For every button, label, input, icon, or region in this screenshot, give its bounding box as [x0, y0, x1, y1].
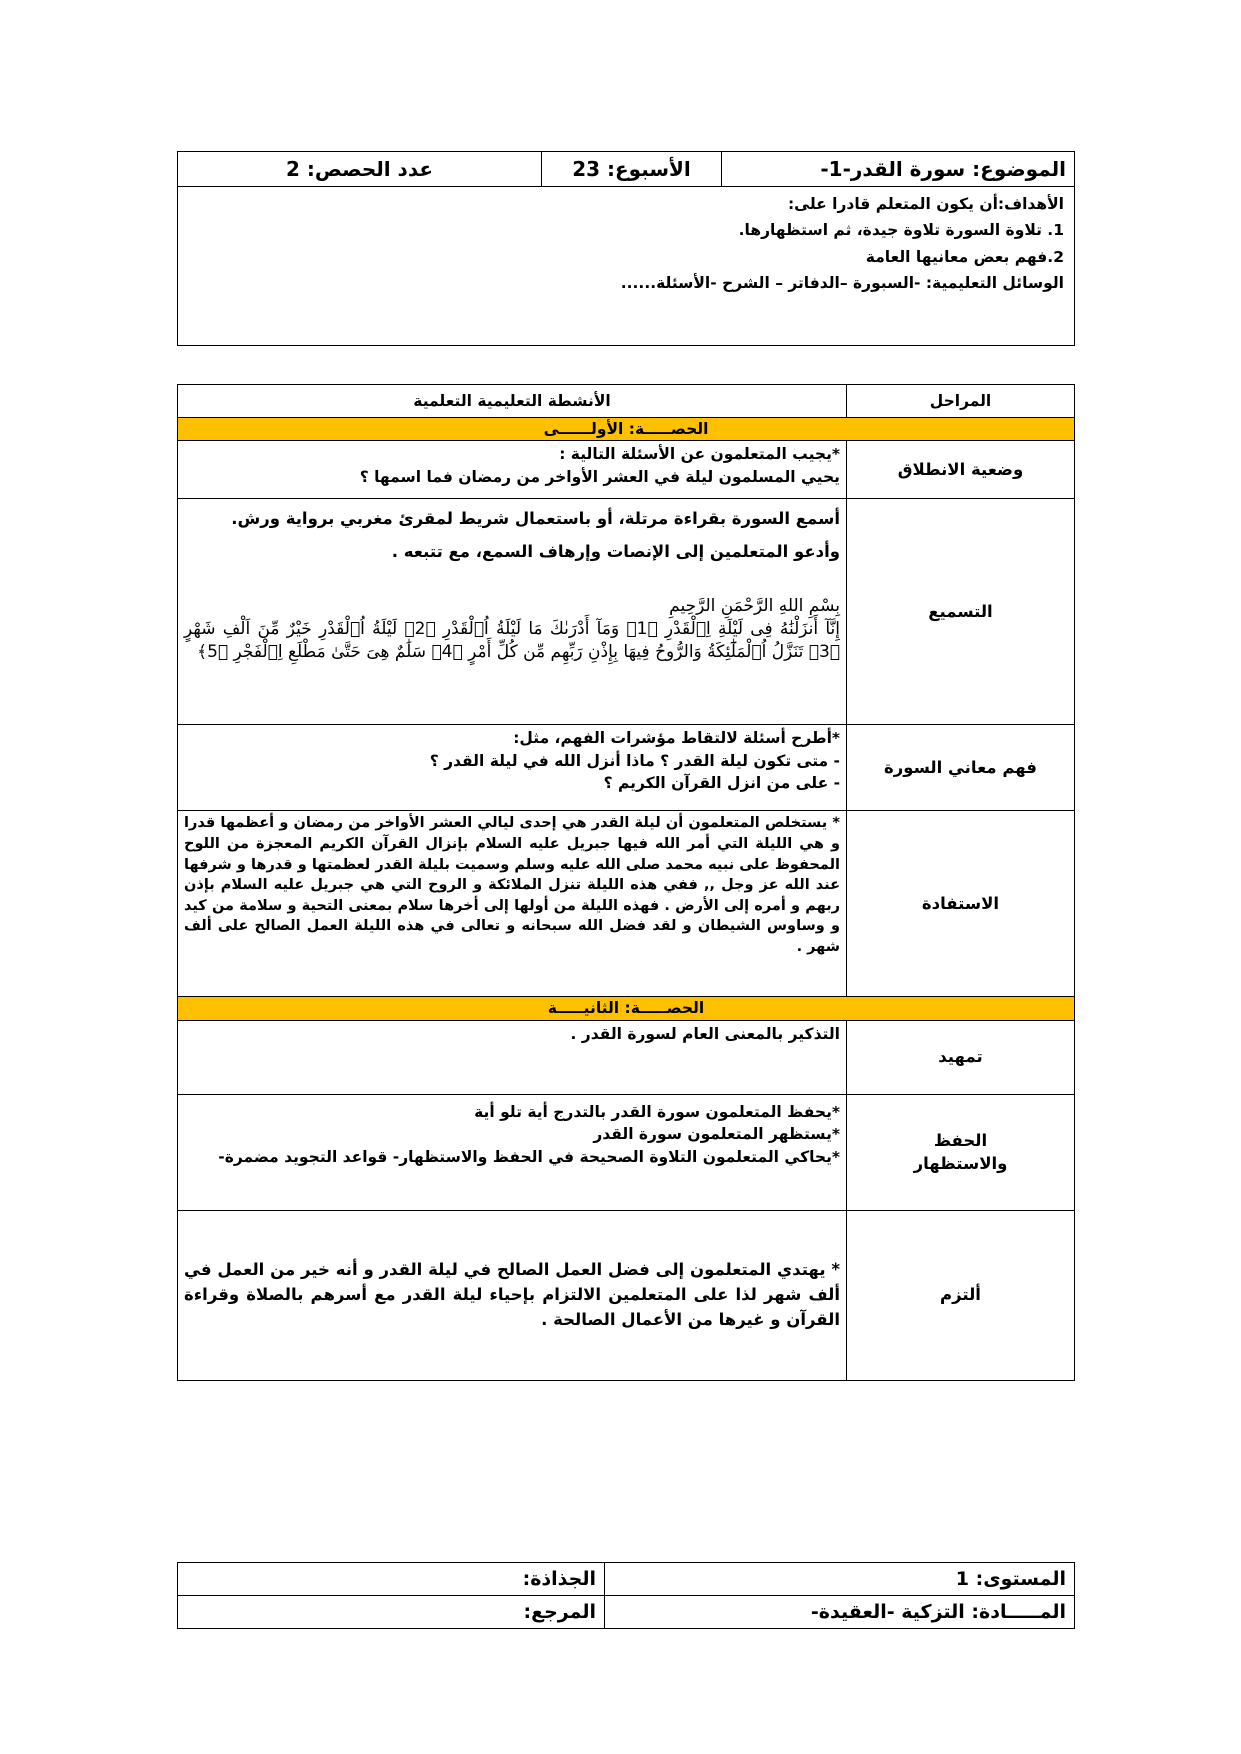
stage-understanding-label: فهم معاني السورة [884, 758, 1037, 777]
stage-understanding [847, 725, 1075, 811]
activity-launch [178, 441, 847, 499]
activity-text: * يهتدي المتعلمون إلى فضل العمل الصالح في ليلة القدر و أنه خير من العمل في ألف شهر لذا على المتعلمين الالتزام بإحياء ليلة القدر مع أسرهم بالصلاة وقراءة القرآن و غيرها من الأعمال الصالحة . [184, 1260, 840, 1329]
topic-cell [722, 152, 1075, 187]
stage-memorization [847, 1094, 1075, 1210]
activity-line: *يحفظ المتعلمون سورة القدر بالتدرج أية تلو أية [474, 1102, 840, 1121]
stage-benefit [847, 811, 1075, 997]
activity-memorization [178, 1094, 847, 1210]
column-header-stages-label: المراحل [929, 391, 992, 410]
stage-commitment [847, 1210, 1075, 1380]
activity-understanding [178, 725, 847, 811]
reference-cell [178, 1596, 605, 1629]
activity-intro [178, 1020, 847, 1094]
level-label: المستوى: 1 [955, 1568, 1066, 1590]
objectives-title: الأهداف:أن يكون المتعلم قادرا على: [787, 195, 1064, 213]
stage-benefit-label: الاستفادة [921, 894, 1000, 913]
stage-intro [847, 1020, 1075, 1094]
stage-listening-label: التسميع [928, 602, 993, 621]
subject-cell [605, 1596, 1075, 1629]
basmala: بِسْمِ اللهِ الرَّحْمَنِ الرَّحِيمِ [669, 595, 840, 616]
stage-launch [847, 441, 1075, 499]
activity-text: * يستخلص المتعلمون أن ليلة القدر هي إحدى ليالي العشر الأواخر من رمضان و أعظمها قدرا و هي الليلة التي أمر الله فيها جبريل عليه السلام بإنزال القرآن الكريم المعجزة من اللوح المحفوظ على نبيه محمد صلى الله عليه وسلم وسميت بليلة القدر لعظمتها و قدرها و شرفها عند الله عز وجل ,, ففي هذه الليلة تنزل الملائكة و الروح التي هي جبريل عليه السلام بإذن ربهم و أمره إلى الأرض . فهذه الليلة من أولها إلى أخرها سلام بمعنى التحية و سلامة من كيد و وساوس الشيطان و لقد فضل الله سبحانه و تعالى في هذه الليلة العمل الصالح على ألف شهر . [184, 815, 840, 955]
stage-listening [847, 499, 1075, 725]
lesson-footer-table [177, 1562, 1075, 1629]
activity-line: *يستظهر المتعلمون سورة القدر [593, 1125, 840, 1144]
objectives-cell [178, 187, 1075, 346]
week-number: الأسبوع: 23 [572, 157, 691, 181]
objective-1: 1. تلاوة السورة تلاوة جيدة، ثم استظهارها. [738, 221, 1064, 240]
reference-label: المرجع: [523, 1601, 596, 1623]
fraction-label: الجذاذة: [522, 1568, 596, 1590]
activity-listening [178, 499, 847, 725]
session-1-banner [178, 418, 1075, 441]
activities-table [177, 384, 1075, 1381]
lesson-header-table [177, 151, 1075, 346]
activity-line: *يجيب المتعلمون عن الأسئلة التالية : [559, 445, 840, 464]
week-cell [542, 152, 722, 187]
activity-line: أسمع السورة بقراءة مرتلة، أو باستعمال شريط لمقرئ مغربي برواية ورش. [231, 509, 840, 529]
stage-memorization-label: الحفظ والاستظهار [913, 1130, 1008, 1174]
activity-line: - متى تكون ليلة القدر ؟ ماذا أنزل الله في ليلة القدر ؟ [429, 751, 840, 770]
session-2-label: الحصـــــة: الثانيـــــة [547, 999, 705, 1018]
objective-2: 2.فهم بعض معانيها العامة [865, 247, 1064, 266]
surah-verses: إِنَّآ أَنزَلْنَٰهُ فِى لَيْلَةِ اِ۬لْقَدْرِ ﴿1﴾ وَمَآ أَدْرَىٰكَ مَا لَيْلَةُ اُ۬لْقَدْرِ ﴿2﴾ لَيْلَةُ اُ۬لْقَدْرِ خَيْرٌ مِّنَ اَلْفِ شَهْرٍ ﴿3﴾ تَنَزَّلُ اُ۬لْمَلَٰٓئِكَةُ وَالرُّوحُ فِيهَا بِإِذْنِ رَبِّهِم مِّن كُلِّ أَمْرٍ ﴿4﴾ سَلَٰمٌ هِىَ حَتَّىٰ مَطْلَعِ اِ۬لْفَجْرِ ﴿5﴾ [184, 618, 840, 662]
lesson-topic: الموضوع: سورة القدر-1- [820, 157, 1066, 181]
activity-benefit [178, 811, 847, 997]
session-1-label: الحصـــــة: الأولــــــى [543, 420, 709, 438]
level-cell [605, 1563, 1075, 1596]
column-header-activities-label: الأنشطة التعليمية التعلمية [413, 391, 611, 410]
activity-line: *أطرح أسئلة لالتقاط مؤشرات الفهم، مثل: [513, 729, 840, 748]
activity-line: يحيي المسلمون ليلة في العشر الأواخر من رمضان فما اسمها ؟ [359, 467, 840, 486]
stage-intro-label: تمهيد [938, 1047, 983, 1067]
activity-line: *يحاكي المتعلمون التلاوة الصحيحة في الحفظ والاستظهار- قواعد التجويد مضمرة- [218, 1147, 840, 1166]
session-2-banner [178, 997, 1075, 1020]
activity-line: التذكير بالمعنى العام لسورة القدر . [570, 1024, 840, 1043]
sessions-cell [178, 152, 542, 187]
sessions-count: عدد الحصص: 2 [285, 157, 434, 181]
activity-line: وأدعو المتعلمين إلى الإنصات وإرهاف السمع، مع تتبعه . [391, 542, 840, 562]
stage-launch-label: وضعية الانطلاق [897, 460, 1024, 479]
column-header-activities [178, 385, 847, 418]
teaching-tools: الوسائل التعليمية: -السبورة –الدفاتر – الشرح -الأسئلة...... [620, 274, 1064, 293]
subject-label: المـــــادة: التزكية -العقيدة- [810, 1601, 1066, 1623]
column-header-stages [847, 385, 1075, 418]
activity-line: - على من انزل القرآن الكريم ؟ [603, 774, 840, 793]
activity-commitment [178, 1210, 847, 1380]
fraction-cell [178, 1563, 605, 1596]
stage-commitment-label: ألتزم [940, 1285, 981, 1305]
